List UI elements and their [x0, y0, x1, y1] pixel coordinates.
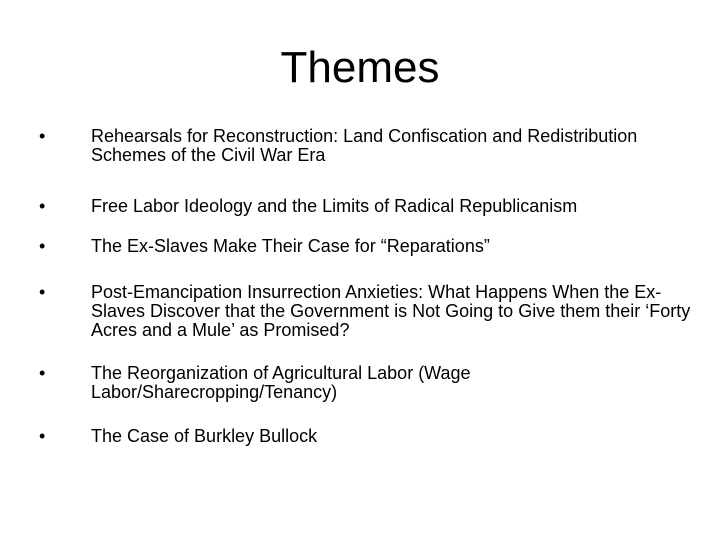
bullet-point-icon: • [39, 426, 46, 446]
bullet-text: Free Labor Ideology and the Limits of Radical Republicanism [91, 196, 578, 216]
bullet-point-icon: • [39, 126, 46, 146]
bullet-text: The Ex-Slaves Make Their Case for “Reparations” [91, 236, 490, 256]
bullet-point-icon: • [39, 282, 46, 302]
bullet-text: Rehearsals for Reconstruction: Land Confiscation and Redistribution Schemes of the Civil War Era [91, 126, 638, 165]
slide-title: Themes [280, 43, 440, 92]
bullet-point-icon: • [39, 236, 46, 256]
bullet-point-icon: • [39, 363, 46, 383]
bullet-text: Post-Emancipation Insurrection Anxieties: What Happens When the Ex-Slaves Discover that the Government is Not Going to Give them their ‘Forty Acres and a Mule’ as Promised? [91, 282, 691, 340]
bullet-point-icon: • [39, 196, 46, 216]
bullet-text: The Case of Burkley Bullock [91, 426, 318, 446]
bullet-text: The Reorganization of Agricultural Labor (Wage Labor/Sharecropping/Tenancy) [91, 363, 471, 402]
